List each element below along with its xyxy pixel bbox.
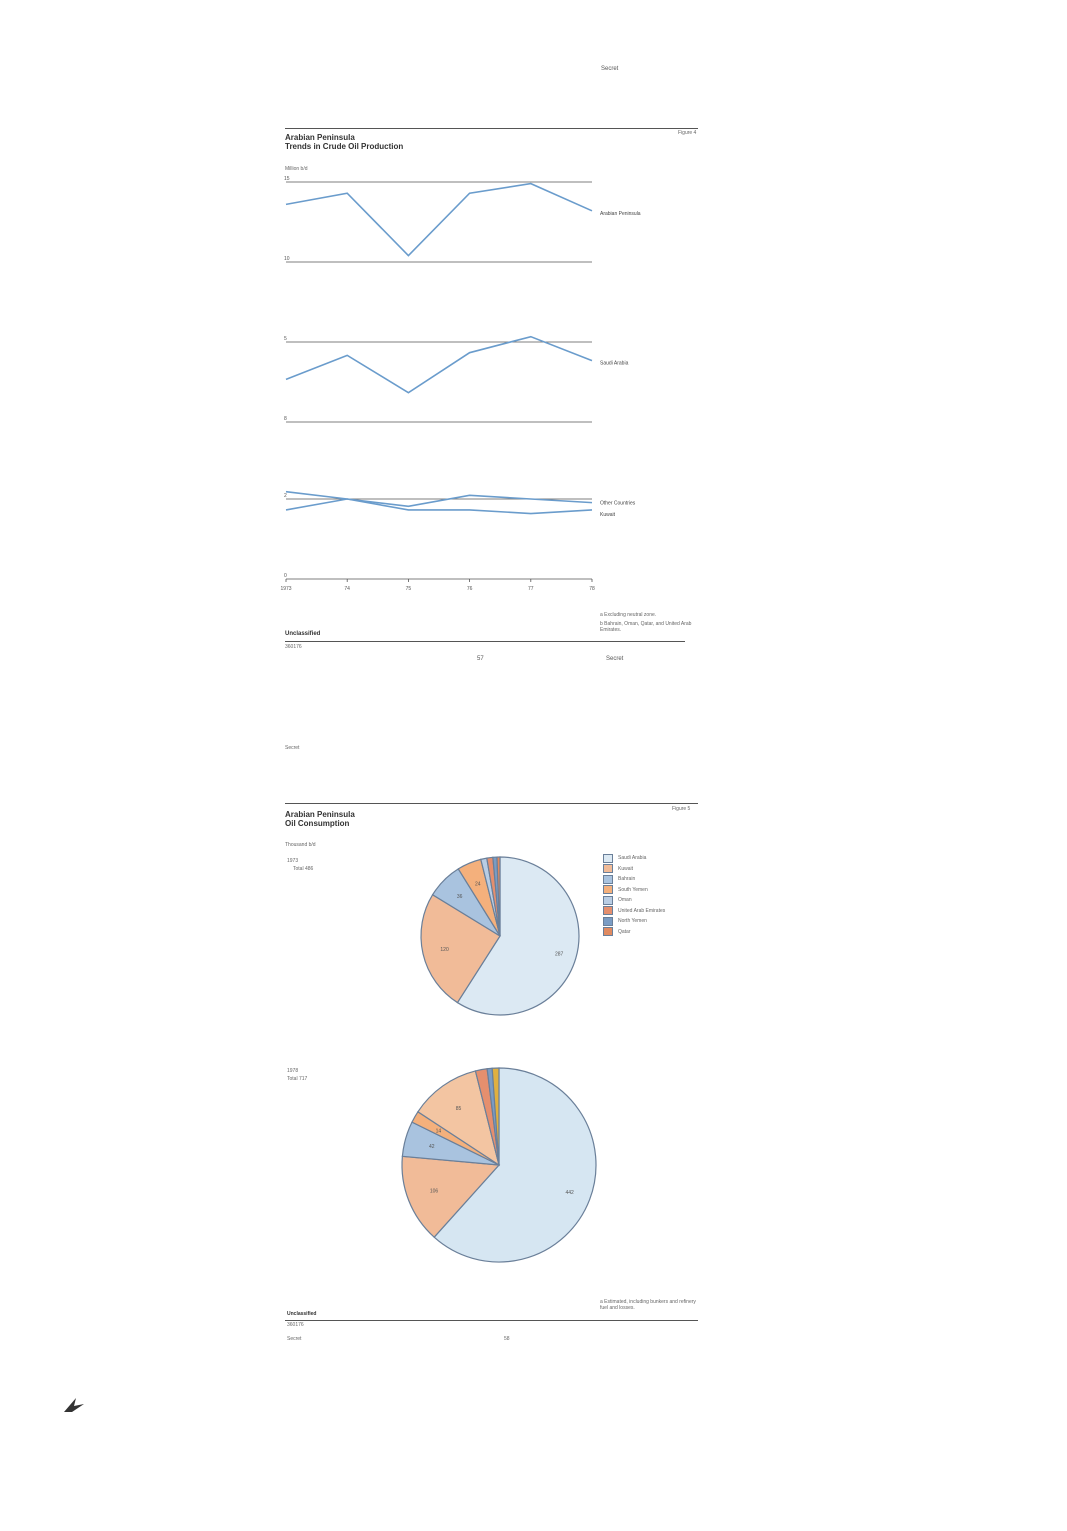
footer-rule (285, 641, 685, 642)
x-tick-label: 1973 (280, 586, 292, 592)
legend-label: Oman (618, 897, 632, 904)
legend-label: Saudi Arabia (618, 855, 647, 862)
legend-swatch (603, 917, 613, 926)
x-tick-label: 78 (589, 586, 595, 592)
classification-label: Unclassified (287, 1311, 317, 1317)
chart-title-line1: Arabian Peninsula (285, 133, 355, 142)
footnote-1: a Excluding neutral zone. (600, 612, 657, 618)
y-tick-label: 5 (284, 336, 287, 342)
series-label: Kuwait (600, 511, 616, 518)
footer-left: Secret (287, 1336, 302, 1342)
legend-swatch (603, 896, 613, 905)
legend-label: Bahrain (618, 876, 636, 883)
page-number: 57 (477, 656, 484, 662)
legend-item (603, 927, 665, 938)
series-label: Arabian Peninsula (600, 210, 641, 217)
classification-sub: 360176 (287, 1322, 304, 1328)
x-tick-label: 76 (466, 586, 473, 592)
x-tick-label: 75 (405, 586, 412, 592)
chart-title-line1: Arabian Peninsula (285, 810, 355, 819)
legend-label: United Arab Emirates (618, 907, 666, 914)
legend-swatch (603, 854, 613, 863)
legend-swatch (603, 927, 613, 936)
pie-1973-year: 1973 (287, 858, 299, 864)
unit-label: Million b/d (285, 166, 308, 172)
series-line-arabian-peninsula (286, 184, 592, 256)
page-header: Secret (601, 66, 619, 72)
y-tick-label: 10 (284, 256, 290, 262)
legend-item (603, 853, 665, 864)
y-tick-label: 15 (284, 176, 290, 182)
scanner-logo-icon (62, 1396, 88, 1416)
x-tick-label: 77 (528, 586, 534, 592)
pie-1978-year: 1978 (287, 1068, 299, 1074)
legend-item (603, 895, 665, 906)
series-line-kuwait (286, 492, 592, 514)
legend-swatch (603, 864, 613, 873)
title-rule (285, 128, 698, 129)
legend-swatch (603, 875, 613, 884)
legend-item (603, 885, 665, 896)
series-label: Other Countries (600, 500, 636, 507)
x-tick-label: 74 (344, 586, 350, 592)
legend-label: Kuwait (618, 865, 634, 872)
legend-item (603, 864, 665, 875)
classification-sub: 360176 (285, 644, 302, 650)
figure-number: Figure 4 (678, 130, 697, 136)
slice-label: 442 (565, 1190, 574, 1197)
slice-label: 36 (456, 893, 463, 900)
slice-label: 24 (475, 881, 481, 888)
slice-label: 14 (435, 1128, 442, 1135)
pie-1973-total: Total 486 (293, 866, 314, 872)
slice-label: 85 (455, 1106, 462, 1113)
legend (603, 853, 665, 937)
unit-label: Thousand b/d (285, 842, 316, 848)
y-tick-label: 8 (284, 416, 287, 422)
legend-label: North Yemen (618, 918, 647, 925)
title-rule (285, 803, 698, 804)
y-tick-label: 0 (284, 573, 287, 579)
chart-title-line2: Trends in Crude Oil Production (285, 142, 404, 151)
slice-label: 120 (440, 946, 449, 953)
series-label: Saudi Arabia (600, 360, 629, 367)
series-line-saudi-arabia (286, 337, 592, 393)
chart-title-line2: Oil Consumption (285, 819, 350, 828)
footnote: a Estimated, including bunkers and refinery fuel and losses. (600, 1299, 696, 1311)
page-number: 58 (504, 1336, 510, 1342)
pie-1978-total: Total 717 (287, 1076, 308, 1082)
classification-label: Unclassified (285, 631, 321, 637)
slice-label: 42 (428, 1144, 435, 1151)
legend-item (603, 906, 665, 917)
production-line-chart (280, 170, 680, 600)
legend-item (603, 874, 665, 885)
legend-label: South Yemen (618, 886, 648, 893)
legend-swatch (603, 885, 613, 894)
legend-item (603, 916, 665, 927)
slice-label: 287 (554, 951, 564, 958)
figure-number: Figure 5 (672, 806, 691, 812)
legend-label: Qatar (618, 928, 631, 935)
legend-swatch (603, 906, 613, 915)
y-tick-label: 2 (284, 493, 287, 499)
footer-rule (285, 1320, 698, 1321)
footnote-2: b Bahrain, Oman, Qatar, and United Arab Emirates. (600, 621, 692, 633)
page-header: Secret (285, 745, 300, 751)
slice-label: 106 (429, 1188, 439, 1195)
page-code: Secret (606, 656, 624, 662)
